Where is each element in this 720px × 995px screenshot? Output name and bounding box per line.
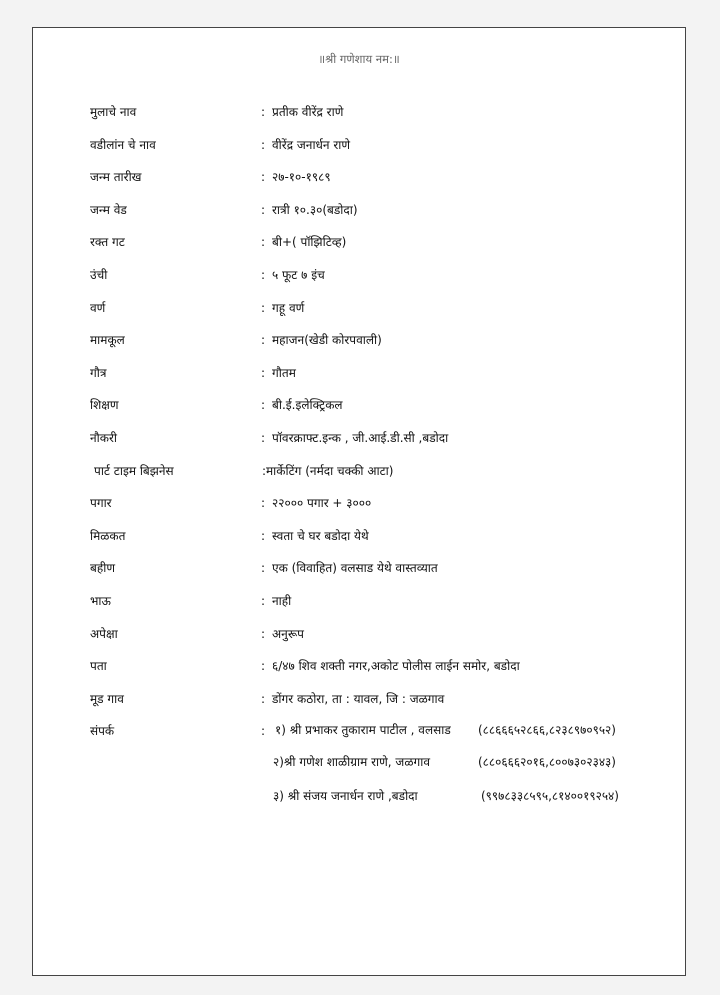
field-value: ५ फूट ७ इंच	[272, 268, 325, 282]
field-colon: :	[261, 268, 266, 282]
field-label: शिक्षण	[90, 398, 119, 413]
field-value: मार्केटिंग (नर्मदा चक्की आटा)	[266, 463, 394, 478]
field-label: मूड गाव	[90, 691, 124, 706]
contact-name: ३) श्री संजय जनार्धन राणे ,बडोदा	[273, 789, 418, 803]
field-value: स्वता चे घर बडोदा येथे	[272, 528, 369, 543]
field-row	[90, 526, 665, 546]
field-value: ६/४७ शिव शक्ती नगर,अकोट पोलीस लाईन समोर, बडोदा	[272, 659, 520, 674]
field-value: वीरेंद्र जनार्धन राणे	[272, 137, 351, 152]
field-value: प्रतीक वीरेंद्र राणे	[272, 105, 344, 119]
field-label: वर्ण	[90, 300, 106, 315]
field-colon: :	[261, 137, 266, 152]
contact-line	[33, 752, 673, 772]
contact-line	[33, 786, 673, 806]
field-label: गौत्र	[90, 365, 107, 380]
field-label: जन्म वेड	[90, 202, 127, 217]
field-row	[90, 624, 665, 644]
field-value: नाही	[272, 594, 292, 608]
field-colon: :	[261, 202, 266, 217]
document-page	[32, 27, 686, 976]
field-label: रक्त गट	[90, 235, 125, 250]
field-colon: :	[261, 626, 266, 641]
field-value: डोंगर कठोरा, ता : यावल, जि : जळगाव	[272, 691, 445, 706]
field-value: २७-१०-१९८९	[272, 170, 331, 185]
field-row	[90, 558, 665, 578]
field-colon: :	[261, 724, 266, 739]
field-label: मुलाचे नाव	[90, 105, 137, 119]
field-row	[90, 167, 665, 187]
field-value: बी+( पॉझिटिव्ह)	[272, 235, 347, 250]
field-row	[90, 461, 665, 481]
field-row	[90, 689, 665, 709]
field-label: मामकूल	[90, 333, 125, 348]
field-colon: :	[261, 528, 266, 543]
contact-phone-numbers: (८८०६६६२०१६,८००७३०२३४३)	[478, 755, 616, 769]
contact-name: १) श्री प्रभाकर तुकाराम पाटील , वलसाड	[275, 723, 451, 737]
field-colon: :	[261, 561, 266, 576]
field-label: बहीण	[90, 561, 116, 576]
field-colon: :	[261, 235, 266, 250]
field-colon: :	[261, 170, 266, 185]
field-colon: :	[261, 398, 266, 413]
contact-phone-numbers: (९९७८३३८५९५,८१४००१९२५४)	[481, 789, 619, 803]
field-value: रात्री १०.३०(बडोदा)	[272, 202, 358, 217]
field-row	[90, 135, 665, 155]
field-value: एक (विवाहित) वलसाड येथे वास्तव्यात	[272, 561, 438, 576]
field-row	[90, 330, 665, 350]
field-colon: :	[261, 594, 266, 608]
invocation-header: ॥श्री गणेशाय नम:॥	[318, 52, 400, 66]
contact-phone-numbers: (८८६६६५२८६६,८२३८९७०९५२)	[478, 723, 616, 737]
contact-name: २)श्री गणेश शाळीग्राम राणे, जळगाव	[273, 755, 430, 769]
field-value: महाजन(खेडी कोरपवाली)	[272, 333, 382, 348]
field-row	[90, 200, 665, 220]
field-label: संपर्क	[90, 724, 115, 739]
field-label: उंची	[90, 268, 108, 282]
field-colon: :	[261, 300, 266, 315]
field-value: अनुरूप	[272, 626, 304, 641]
field-row	[90, 591, 665, 611]
field-row	[90, 298, 665, 318]
contact-line	[33, 720, 673, 740]
field-label: मिळकत	[90, 528, 126, 543]
field-row	[90, 102, 665, 122]
field-row	[90, 428, 665, 448]
field-colon: :	[261, 431, 266, 445]
field-colon: :	[262, 463, 267, 478]
field-label: जन्म तारीख	[90, 170, 142, 185]
field-colon: :	[261, 659, 266, 674]
field-value: बी.ई.इलेक्ट्रिकल	[272, 398, 343, 413]
field-row	[90, 232, 665, 252]
field-row	[90, 656, 665, 676]
field-label: पगार	[90, 496, 112, 511]
field-label: अपेक्षा	[90, 626, 118, 641]
field-colon: :	[261, 691, 266, 706]
field-label: वडीलांन चे नाव	[90, 137, 156, 152]
field-value: पॉवरक्राफ्ट.इन्क , जी.आई.डी.सी ,बडोदा	[272, 431, 449, 445]
field-value: गौतम	[272, 365, 296, 380]
field-label: पार्ट टाइम बिझनेस	[94, 463, 174, 478]
field-row	[90, 395, 665, 415]
field-colon: :	[261, 105, 266, 119]
field-label: भाऊ	[90, 594, 111, 608]
field-colon: :	[261, 365, 266, 380]
field-colon: :	[261, 333, 266, 348]
field-label: नौकरी	[90, 431, 118, 445]
field-row	[90, 265, 665, 285]
field-label: पता	[90, 659, 107, 674]
field-row	[90, 363, 665, 383]
field-value: गहू वर्ण	[272, 300, 305, 315]
field-row	[90, 493, 665, 513]
field-value: २२००० पगार + ३०००	[272, 496, 372, 511]
field-colon: :	[261, 496, 266, 511]
